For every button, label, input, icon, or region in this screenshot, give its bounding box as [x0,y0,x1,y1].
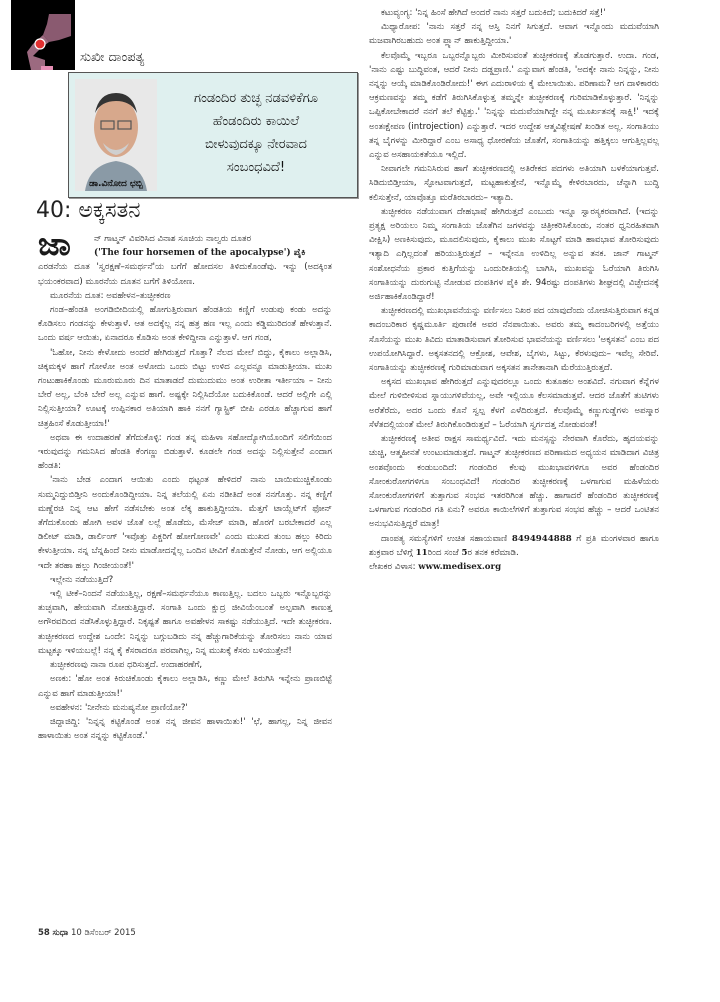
hours-text: ರಿಂದ ಸಂಜೆ [427,547,459,558]
paragraph: ನೀವಾಗಲೇ ಗಮನಿಸಿರುವ ಹಾಗೆ ತುಚ್ಛೀಕರಣದಲ್ಲಿ ಅತಿರೇಕದ ಪದಗಳು ಅತಿಯಾಗಿ ಬಳಕೆಯಾಗುತ್ತವೆ. ಸಿಡಿದುಬಿಡ್ತೀಯಾ, ಸ್ಫೋಟವಾಗುತ್ತದೆ, ಮಟ್ಟಹಾಕುತ್ತೇನೆ, ಇನ್ನೊಮ್ಮೆ ಕೇಳಿರಬಾರದು, ಚೆನ್ನಾಗಿ ಬುದ್ಧಿ ಕಲಿಸುತ್ತೇನೆ, ಯಾವೊತ್ತೂ ಮರೆತಿರಬಾರದು– ಇತ್ಯಾದಿ. [369,164,659,203]
paragraph: ಗಂಡ–ಹೆಂಡತಿ ಅಂಗಡಿಬೀದಿಯಲ್ಲಿ ಹೋಗುತ್ತಿರುವಾಗ ಹೆಂಡತಿಯ ಕಣ್ಣಿಗೆ ಉಡುಪು ಕಂಡು ಅದನ್ನು ಕೊಡಿಸಲು ಗಂಡನನ್ನು ಕೇಳುತ್ತಾಳೆ. ಆತ ಅದಕ್ಕೆಲ್ಲ ನನ್ನ ಹತ್ರ ಹಣ ಇಲ್ಲ ಎಂದು ಕಡ್ಡಿಮುರಿದಂತೆ ಹೇಳುತ್ತಾನೆ. ಒಂದು ವರ್ಷ ಆಯಿತು, ಏನಾದರೂ ಕೊಡಿಸು ಅಂತ ಕೇಳಿದ್ದೀನಾ ಎನ್ನುತ್ತಾಳೆ. ಆಗ ಗಂಡ, [38,305,332,344]
subheading: ಮೂರನೆಯ ದೂತ: ಅವಹೇಳನ–ತುಚ್ಛೀಕರಣ [50,290,171,301]
helpline-phone[interactable]: 8494944888 [511,533,572,544]
paragraph: ಎರಡನೆಯ ದೂತ 'ಸ್ವರಕ್ಷಣೆ–ಸಮರ್ಥನೆ'ಯ ಬಗೆಗೆ ಹೋದಸಲ ತಿಳಿದುಕೊಂಡೆವು. ಇನ್ನು (ಅದಕ್ಕಿಂತ ಭಯಂಕರವಾದ) ಮೂರನೆಯ ದೂತನ ಬಗೆಗೆ ತಿಳಿಯೋಣ. [38,262,332,287]
helpline-text: ದಾಂಪತ್ಯ ಸಮಸ್ಯೆಗಳಿಗೆ ಉಚಿತ ಸಹಾಯವಾಣಿ [381,533,508,544]
hours-from: 11 [415,547,428,558]
paragraph: ಕೆಲವೊಮ್ಮೆ ಇಬ್ಬರೂ ಒಬ್ಬರನ್ನೊಬ್ಬರು ಮೀರಿಸುವಂತೆ ತುಚ್ಛೀಕರಣಕ್ಕೆ ತೊಡಗುತ್ತಾರೆ. ಉದಾ. ಗಂಡ, 'ನಾನು ಎಷ್ಟು ಬುದ್ಧಿವಂತ, ಆದರೆ ನೀನು ದಡ್ಡಪ್ರಾಣಿ.' ಎನ್ನುವಾಗ ಹೆಂಡತಿ, 'ಅದಕ್ಕೇ ನಾನು ನಿನ್ನನ್ನು, ನೀನು ನನ್ನನ್ನು ಆಯ್ಕೆ ಮಾಡಿಕೊಂಡಿರೋದು!' ಈಗ ಎದುರಾಳಿಯ ಕೈ ಮೇಲಾಯಿತು. ಪರಿಣಾಮ? ಆಗ ದಾಳಿಕಾರರು ಆಕ್ರಮಣವನ್ನು ತಮ್ಮ ಕಡೆಗೆ ತಿರುಗಿಸಿಕೊಳ್ಳುತ್ತ ತಮ್ಮನ್ನೇ ತುಚ್ಛೀಕರಣಕ್ಕೆ ಗುರಿಮಾಡಿಕೊಳ್ಳುತ್ತಾರೆ. 'ನಿನ್ನನ್ನು ಒಪ್ಪಿಕೋಬೇಕಾದರೆ ನನಗೆ ತಲೆ ಕೆಟ್ಟಿತ್ತು.' 'ನಿನ್ನನ್ನು ಮದುವೆಯಾಗಿದ್ದೇ ನನ್ನ ಮೂರ್ಖತನಕ್ಕೆ ಸಾಕ್ಷಿ!' ಇದಕ್ಕೆ ಅಂತಃಕ್ಷೇಪಣ (introjection) ಎನ್ನುತ್ತಾರೆ. ಇದರ ಉದ್ದೇಶ ಆತ್ಮವಿಶ್ಲೇಷಣೆ ಖಂಡಿತ ಅಲ್ಲ. ಸಂಗಾತಿಯು ತನ್ನ ಬೈಗಳನ್ನು ಮೀರಿದ್ದಾರೆ ಎಂಬ ಅಸಾಧ್ಯ ಧೋರಣೆಯ ಜೊತೆಗೆ, ಸಂಗಾತಿಯನ್ನು ಹತ್ತಿಕ್ಕಲು ಆಗುತ್ತಿಲ್ಲವಲ್ಲ ಎನ್ನುವ ಅಸಹಾಯಕತೆಯೂ ಇಲ್ಲಿದೆ. [369,50,659,161]
section-title: ಸುಖೀ ದಾಂಪತ್ಯ [80,50,145,65]
magazine-name: ಸುಧಾ [52,928,69,938]
article-column-left [38,232,332,743]
article-column-right [369,6,659,574]
paragraph: ಇಲ್ಲಿ ಟೀಕೆ–ನಿಂದನೆ ನಡೆಯುತ್ತಿಲ್ಲ, ರಕ್ಷಣೆ–ಸಮರ್ಥನೆಯೂ ಕಾಣುತ್ತಿಲ್ಲ. ಬದಲು ಒಬ್ಬರು ಇನ್ನೊಬ್ಬರನ್ನು ತುಚ್ಛವಾಗಿ, ಹೇಯವಾಗಿ ನೋಡುತ್ತಿದ್ದಾರೆ. ಸಂಗಾತಿ ಒಂದು ಕ್ಷುದ್ರ ಜೀವಿಯೆಂಬಂತೆ ಅಲ್ಪವಾಗಿ ಕಾಣುತ್ತ ಅಗೌರವದಿಂದ ನಡೆಸಿಕೊಳ್ಳುತ್ತಿದ್ದಾರೆ. ನಿಕೃಷ್ಟತೆ ಹಾಗೂ ಅವಹೇಳನ ಸಾಕಷ್ಟು ನಡೆಯುತ್ತಿದೆ. ಇದೇ ತುಚ್ಛೀಕರಣ. ತುಚ್ಛೀಕರಣದ ಉದ್ದೇಶ ಒಂದೇ: ನಿನ್ನನ್ನು ಬಗ್ಗುಬಡಿದು ನನ್ನ ಹೆಚ್ಚುಗಾರಿಕೆಯನ್ನು ತೋರಿಸಲು ನಾನು ಯಾವ ಮಟ್ಟಕ್ಕೂ ಇಳಿಯಬಲ್ಲೆ! ನನ್ನ ಕೈ ಕೆಸರಾದರೂ ಪರವಾಗಿಲ್ಲ, ನಿನ್ನ ಮುಖಕ್ಕೆ ಕೆಸರು ಬಳಿಯುತ್ತೇನೆ! [38,589,332,656]
author-address [369,560,659,574]
website-link[interactable]: www.medisex.org [418,561,502,572]
drop-cap: ಜಾ [38,225,71,263]
tagline-line: ಹೆಂಡಂದಿರು ಕಾಯಿಲೆ [212,114,300,129]
paragraph: ಅಣಕು: 'ಹೋ ಅಂತ ಕಿರುಚಿಕೊಂಡು ಕೈಕಾಲು ಅಲ್ಲಾಡಿಸಿ, ಕಣ್ಣು ಮೇಲೆ ತಿರುಗಿಸಿ ಇನ್ನೇನು ಪ್ರಾಣಬಿಟ್ಟೆ ಎನ್ನುವ ಹಾಗೆ ಮಾಡುತ್ತೀಯಾ!' [38,674,332,699]
paragraph: ಜಿದ್ದಾಜಿದ್ದಿ: 'ನಿನ್ನನ್ನ ಕಟ್ಟಿಕೊಂಡೆ ಅಂತ ನನ್ನ ಜೀವನ ಹಾಳಾಯಿತು!' 'ಛೆ, ಹಾಗಲ್ಲ, ನಿನ್ನ ಜೀವನ ಹಾಳಾಯಿತು ಅಂತ ನನ್ನನ್ನು ಕಟ್ಟಿಕೊಂಡೆ.' [38,716,332,742]
paragraph: ಇಲ್ಲೇನು ನಡೆಯುತ್ತಿದೆ? [50,574,114,585]
paragraph: ಅಕ್ಕಸದ ಮುಖಭಾವ ಹೇಗಿರುತ್ತದೆ ಎನ್ನುವುದರಲ್ಲೂ ಒಂದು ಕುತೂಹಲ ಅಂಶವಿದೆ. ನಗುವಾಗ ಕೆನ್ನೆಗಳ ಮೇಲೆ ಗುಳಿಬೀಳಿಸುವ ಸ್ನಾಯುಗಳಿವೆಯಲ್ಲ, ಅವೇ ಇಲ್ಲಿಯೂ ಕೆಲಸಮಾಡುತ್ತವೆ. ಆದರ ಜೊತೆಗೆ ತುಟಿಗಳು ಅರೆತೆರೆದು, ಅದರ ಒಂದು ಕೊನೆ ಸ್ವಲ್ಪ ಕೆಳಗೆ ಎಳೆದಿರುತ್ತದೆ. ಕೆಲವೊಮ್ಮೆ ಕಣ್ಣುಗುಡ್ಡೆಗಳು ಅಪಸ್ಮಾರ ಸೆಳೆತದಲ್ಲಿಯಂತೆ ಮೇಲೆ ತಿರುಗಿಕೊಂಡಿರುತ್ತವೆ – ಓರೆಯಾಗಿ ಸ್ವರ್ಗದತ್ತ ನೋಡುವಂತೆ! [369,377,659,430]
tagline-line: ಗಂಡಂದಿರ ತುಚ್ಛ ನಡವಳಿಕೆಗೂ [194,91,318,106]
helpline-text: ಗೆ ಪ್ರತಿ ಮಂಗಳವಾರ ಹಾಗೂ ಶುಕ್ರವಾರ ಬೆಳಿಗ್ಗೆ [369,533,660,558]
article-headline: 40: ಅಕ್ಕಸತನ [36,198,141,223]
paragraph: ತುಚ್ಛೀಕರಣದಲ್ಲಿ ಮುಖಭಾವನೆಯನ್ನು ವರ್ಣಿಸಲು ನಿಖರ ಪದ ಯಾವುದೆಂದು ಯೋಚಿಸುತ್ತಿರುವಾಗ ಕನ್ನಡ ಕಾದಂಬರಿಕಾರ ಕೃಷ್ಣಮೂರ್ತಿ ಪುರಾಣಿಕ ಅವರ ನೆನಪಾಯಿತು. ಅವರು ತಮ್ಮ ಕಾದಂಬರಿಗಳಲ್ಲಿ ಅತ್ತೆಯು ಸೊಸೆಯನ್ನು ಮುಖ ತಿವಿದು ಮಾತಾಡಿಸುವಾಗ ತೋರಿಸುವ ಭಾವನೆಯನ್ನು ವರ್ಣಿಸಲು 'ಅಕ್ಕಸತನ' ಎಂಬ ಪದ ಉಪಯೋಗಿಸಿದ್ದಾರೆ. ಅಕ್ಕಸತನದಲ್ಲಿ ಆಕ್ರೋಶ, ಆವೇಶ, ಬೈಗಳು, ಸಿಟ್ಟು, ಕೆರಳುವುದು– ಇವೆಲ್ಲ ಸೇರಿವೆ. ಸಂಗಾತಿಯನ್ನು ತುಚ್ಛೀಕರಣಕ್ಕೆ ಗುರಿಮಾಡುವಾಗ ಅಕ್ಕಸತನ ತಾನೇತಾನಾಗಿ ಮೆರೆಯುತ್ತಿರುತ್ತದೆ. [369,306,659,374]
hours-to: 5 [461,547,468,558]
paragraph: ತುಚ್ಛೀಕರಣ ನಡೆಯುವಾಗ ದೇಹಭಾಷೆ ಹೇಗಿರುತ್ತದೆ ಎಂಬುದು ಇನ್ನೂ ಸ್ವಾರಸ್ಯಕರವಾಗಿದೆ. (ಇದನ್ನು ಪ್ರತ್ಯಕ್ಷ ಅರಿಯಲು ನಿಮ್ಮ ಸಂಗಾತಿಯ ಜೊತೆಗಿನ ಜಗಳವನ್ನು ಚಿತ್ರೀಕರಿಸಿಕೊಂಡು, ನಂತರ ಧ್ವನಿರಹಿತವಾಗಿ ವೀಕ್ಷಿಸಿ) ಅಣಕಿಸುವುದು, ಮೂದಲಿಸುವುದು, ಕೈಕಾಲು ಮುಖ ಸೊಟ್ಟಗೆ ಮಾಡಿ ಹಾವಭಾವ ತೋರಿಸುವುದು ಇತ್ಯಾದಿ ಎಗ್ಗಿಲ್ಲದಂತೆ ಹರಿಯುತ್ತಿರುತ್ತದೆ – ಇನ್ನೇನೂ ಉಳಿದಿಲ್ಲ ಅನ್ನುವ ತನಕ. ಜಾನ್ ಗಾಟ್ಮನ್ ಸಂಶೋಧನೆಯ ಪ್ರಕಾರ ಕುತ್ತಿಗೆಯನ್ನು ಒಂದುರೀತಿಯಲ್ಲಿ ಬಾಗಿಸಿ, ಮುಖವನ್ನು ಓರೆಯಾಗಿ ತಿರುಗಿಸಿ ಸಂಗಾತಿಯನ್ನು ದುರುಗುಟ್ಟಿ ನೋಡುವ ದಂಪತಿಗಳ ಪೈಕಿ ಶೇ. 94ರಷ್ಟು ದಂಪತಿಗಳು ಶೀಘ್ರದಲ್ಲಿ ವಿಚ್ಛೇದನಕ್ಕೆ ಅರ್ಜಿಹಾಕಿಕೊಂಡಿದ್ದಾರೆ! [369,206,659,303]
feature-tagline [161,87,351,179]
paragraph: ಅಥವಾ ಈ ಉದಾಹರಣೆ ತೆಗೆದುಕೊಳ್ಳಿ: ಗಂಡ ತನ್ನ ಮಹಿಳಾ ಸಹೋದ್ಯೋಗಿಯೊಂದಿಗೆ ಸಲಿಗೆಯಿಂದ ಇರುವುದನ್ನು ಗಮನಿಸಿದ ಹೆಂಡತಿ ಕೆಂಗಣ್ಣು ಬಿಡುತ್ತಾಳೆ. ಕೂಡಲೇ ಗಂಡ ಅದನ್ನು ನಿಲ್ಲಿಸುತ್ತೇನೆ ಎಂದಾಗ ಹೆಂಡತಿ: [38,432,332,472]
author-name: ಡಾ.ವಿನೋದ ಛಬ್ಬಿ [89,179,143,189]
intro-line: ನ್ ಗಾಟ್ಮನ್ ವಿವರಿಸಿದ ವಿನಾಶ ಸೂಚಿಯ ನಾಲ್ವರು ದೂತರ [94,234,252,244]
address-label: ಲೇಖಕರ ವಿಳಾಸ: [369,561,416,572]
author-portrait-icon [75,79,157,191]
intro-line-english: ('The four horsemen of the apocalypse') ಪೈಕಿ [94,248,306,259]
feature-box [68,72,358,198]
page-number: 58 [38,928,50,938]
paragraph: ಅವಹೇಳನ: 'ನೀನೇನು ಮನುಷ್ಯನೋ ಪ್ರಾಣಿಯೋ?' [50,702,188,713]
page-footer [38,928,136,938]
paragraph: 'ಓಹೋ, ನೀನು ಕೇಳೋದು ಅಂದರೆ ಹೇಗಿರುತ್ತದೆ ಗೊತ್ತಾ? ನೆಲದ ಮೇಲೆ ಬಿದ್ದು, ಕೈಕಾಲು ಅಲ್ಲಾಡಿಸಿ, ಚಿಕ್ಕಮಕ್ಕಳ ಹಾಗೆ ಗೋಳೋ ಅಂತ ಅಳೋದು ಒಂದು ಬಿಟ್ಟು ಉಳಿದ ಎಲ್ಲವನ್ನೂ ಮಾಡುತ್ತೀಯಾ. ಮುಖ ಗಂಟುಹಾಕಿಕೊಂಡು ಮೂರುಮೂರು ದಿನ ಮಾತಾಡದೆ ದುಮುದುಮು ಅಂತ ಉರೀತಾ ಇರ್ತೀಯಾ – ನೀನು ಬೇರೆ ಅಲ್ಲ, ಬೆಂಕಿ ಬೇರೆ ಅಲ್ಲ ಎನ್ನುವ ಹಾಗೆ. ಅಷ್ಟಕ್ಕೇ ನಿಲ್ಲಿಸಿದೆಯೋ ಬದುಕಿಕೊಂಡೆ. ಆದರೆ ಅಲ್ಲಿಗೇ ಎಲ್ಲಿ ನಿಲ್ಲಿಸುತ್ತೀಯಾ? ಊಟಕ್ಕೆ ಉಪ್ಪಿನಕಾರ ಅತಿಯಾಗಿ ಹಾಕಿ ನನಗೆ ಗ್ಯಾಸ್ಟ್ರಿಕ್ ಬೀಪಿ ಎರಡೂ ಹೆಚ್ಚಾಗುವ ಹಾಗೆ ಚಿತ್ರಹಿಂಸೆ ಕೊಡುತ್ತೀಯಾ!' [38,347,332,429]
helpline-note [369,532,659,560]
paragraph: ಮಿಥ್ಯಾರೋಪ: 'ನಾನು ಸತ್ತರೆ ನನ್ನ ಆಸ್ತಿ ನಿನಗೆ ಸಿಗುತ್ತದೆ. ಆವಾಗ ಇನ್ನೊಂದು ಮದುವೆಯಾಗಿ ಮಜವಾಗಿರಬಹುದು ಅಂತ ಪ್ಲ್ಯಾನ್ ಹಾಕುತ್ತಿದ್ದೀಯಾ.' [369,22,659,47]
paragraph: ತುಚ್ಛೀಕರಣಕ್ಕೆ ಅತೀವ ರಾಕ್ಷಸ ಸಾಮರ್ಥ್ಯವಿದೆ. ಇದು ಮನಸ್ಸನ್ನು ನೇರವಾಗಿ ಕೊರೆದು, ಹೃದಯವನ್ನು ಚುಚ್ಚಿ, ಆತ್ಮಹೀನತೆ ಉಂಟುಮಾಡುತ್ತದೆ. ಗಾಟ್ಮನ್ ತುಚ್ಛೀಕರಣದ ಪರಿಣಾಮದ ಅಧ್ಯಯನ ಮಾಡಿದಾಗ ವಿಚಿತ್ರ ಅಂಶವೊಂದು ಕಂಡುಬಂದಿದೆ: ಗಂಡಂದಿರ ಕೆಲವು ಮುಖಭಾವಗಳಿಗೂ ಅವರ ಹೆಂಡಂದಿರ ಸೋಂಕುರೋಗಗಳಿಗೂ ಸಂಬಂಧವಿದೆ! ಗಂಡಂದಿರ ತುಚ್ಛೀಕರಣಕ್ಕೆ ಒಳಗಾಗುವ ಮಹಿಳೆಯರು ಸೋಂಕುರೋಗಗಳಿಗೆ ತುತ್ತಾಗುವ ಸಂಭವ ಇತರರಿಗಿಂತ ಹೆಚ್ಚು. ಹಾಗಾದರೆ ಹೆಂಡಂದಿರ ತುಚ್ಛೀಕರಣಕ್ಕೆ ಒಳಗಾಗುವ ಗಂಡಂದಿರ ಗತಿ ಏನು? ಅವರೂ ಕಾಯಿಲೆಗಳಿಗೆ ತುತ್ತಾಗುವ ಸಂಭವ ಹೆಚ್ಚು – ಆದರೆ ಒಂಟಿತನ ಅನುಭವಿಸುತ್ತಿದ್ದರೆ ಮಾತ್ರ! [369,434,659,530]
heart-map-icon [11,0,75,70]
section-logo [11,0,75,70]
hours-tail: ರ ತನಕ ಕರೆಮಾಡಿ. [467,547,519,558]
tagline-line: ಸಂಬಂಧವಿದೆ! [226,160,286,175]
tagline-line: ಬೀಳುವುದಕ್ಕೂ ನೇರವಾದ [205,137,307,152]
paragraph: 'ನಾನು ಬೇಡ ಎಂದಾಗ ಆಯಿತು ಎಂದು ಥಟ್ಟಂತ ಹೇಳಿದರೆ ನಾನು ಬಾಯಿಮುಚ್ಚಿಕೊಂಡು ಸುಮ್ಮನಿದ್ದುಬಿಡ್ತೀನಿ ಅಂದುಕೊಂಡಿದ್ದೀಯಾ. ನಿನ್ನ ತಲೆಯಲ್ಲಿ ಏನು ನಡೀತಿದೆ ಅಂತ ನನಗೊತ್ತು. ನನ್ನ ಕಣ್ಣಿಗೆ ಮಣ್ಣೆರಚಿ ನಿನ್ನ ಆಟ ಹೇಗೆ ನಡೆಸಬೇಕು ಅಂತ ಲೆಕ್ಕ ಹಾಕುತ್ತಿದ್ದೀಯಾ. ಮೆತ್ತಗೆ ಟಾಯ್ಲೆಟ್‌ಗೆ ಫೋನ್ ತೆಗೆದುಕೊಂಡು ಹೋಗಿ ಅವಳ ಜೊತೆ ಲಲ್ಲೆ ಹೊಡೆದು, ಮೆಸೇಜ್ ಮಾಡಿ, ಹೊರಗೆ ಬರಬೇಕಾದರೆ ಎಲ್ಲ ಡಿಲೀಟ್ ಮಾಡಿ, ಡಾರ್ಲಿಂಗ್ 'ಇವೊತ್ತು ಪಿಕ್ಚರಿಗೆ ಹೋಗೋಣವೇ' ಎಂದು ಮುಖದ ತುಂಬ ಹಲ್ಲು ಕಿರಿದು ಕೇಳುತ್ತೀಯಾ. ನನ್ನ ಬೆನ್ನಹಿಂದೆ ನೀನು ಮಾಡೋದನ್ನೆಲ್ಲ ಒಂದಿನ ಟೀವಿಗೆ ಕೊಡುತ್ತೇನೆ ನೋಡು, ಆಗ ಅಲ್ಲಿಯೂ ಇದೇ ತರಹಾ ಹಲ್ಲು ಗಿಂಜೀಯಂತೆ!' [38,475,332,571]
paragraph: ತುಚ್ಛೀಕರಣವು ನಾನಾ ರೂಪ ಧರಿಸುತ್ತದೆ. ಉದಾಹರಣೆಗೆ, [50,660,203,671]
issue-date: 10 ಡಿಸೆಂಬರ್ 2015 [70,928,136,938]
author-photo [75,79,157,191]
paragraph: ಕಟುವ್ಯಂಗ್ಯ: 'ನಿನ್ನ ಹಿಂಸೆ ಹೇಗಿದೆ ಅಂದರೆ ನಾನು ಸತ್ತರೆ ಬದುಕಿದೆ; ಬದುಕಿದರೆ ಸತ್ತೆ!' [381,8,606,18]
